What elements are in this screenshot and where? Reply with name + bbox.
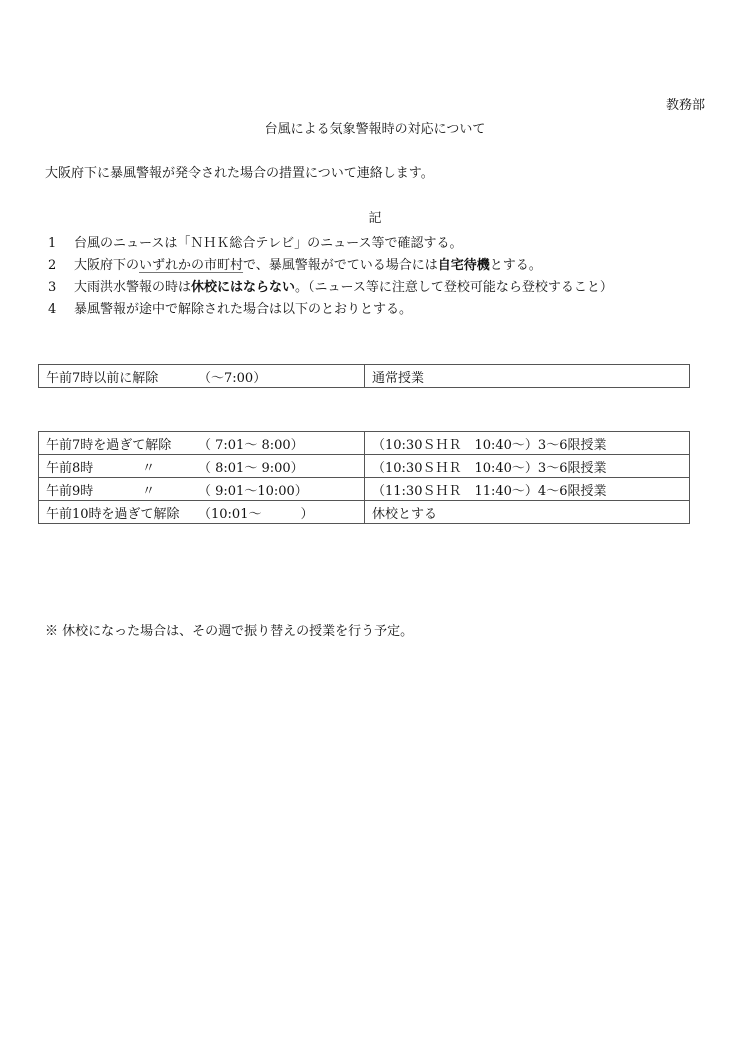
time-range: （ 8:01～ 9:00） <box>198 460 304 476</box>
ki-heading: 記 <box>368 211 382 226</box>
table-cell-action: 休校とする <box>365 501 690 524</box>
table-row <box>39 501 690 524</box>
item-text-mid: で、暴風警報がでている場合には <box>243 258 438 273</box>
list-item-4 <box>48 298 412 317</box>
item-text-pre: 大雨洪水警報の時は <box>74 280 192 295</box>
list-item-1 <box>48 232 462 251</box>
table-cell-condition <box>39 455 365 478</box>
condition-label: 午前9時 <box>46 483 94 499</box>
table-cell-condition <box>39 365 365 388</box>
footnote: ※ 休校になった場合は、その週で振り替えの授業を行う予定。 <box>45 624 414 639</box>
schedule-table-delayed <box>38 431 690 524</box>
document-title: 台風による気象警報時の対応について <box>264 122 486 137</box>
time-range: （ 9:01～10:00） <box>198 483 308 499</box>
time-range: （ 7:01～ 8:00） <box>198 437 304 453</box>
list-item-2 <box>48 254 542 273</box>
item-text-post: 。（ニュース等に注意して登校可能なら登校すること） <box>295 280 613 295</box>
time-range: （～7:00） <box>198 370 267 386</box>
table-cell-action: （11:30ＳＨＲ 11:40～）4～6限授業 <box>365 478 690 501</box>
item-text: 台風のニュースは「ＮＨＫ総合テレビ」のニュース等で確認する。 <box>74 236 463 251</box>
schedule-table-normal <box>38 364 690 388</box>
table-cell-action: （10:30ＳＨＲ 10:40～）3～6限授業 <box>365 455 690 478</box>
department-label: 教務部 <box>665 98 705 113</box>
table-cell-action: （10:30ＳＨＲ 10:40～）3～6限授業 <box>365 432 690 455</box>
table-cell-action: 通常授業 <box>365 365 690 388</box>
condition-label: 午前7時を過ぎて解除 <box>46 437 172 453</box>
item-number: 3 <box>48 280 57 295</box>
item-text-pre: 大阪府下の <box>74 258 140 273</box>
table-row <box>39 478 690 501</box>
ditto-mark: 〃 <box>142 460 156 476</box>
item-text: 暴風警報が途中で解除された場合は以下のとおりとする。 <box>74 302 413 317</box>
item-number: 4 <box>48 302 57 317</box>
item-text-bold: 自宅待機 <box>437 258 490 273</box>
item-text-bold: 休校にはならない <box>191 280 296 295</box>
item-text-underlined: いずれかの市町村 <box>139 258 244 273</box>
item-number: 1 <box>48 236 57 251</box>
ditto-mark: 〃 <box>142 483 156 499</box>
table-row <box>39 432 690 455</box>
condition-label: 午前7時以前に解除 <box>46 370 159 386</box>
item-number: 2 <box>48 258 57 273</box>
intro-text: 大阪府下に暴風警報が発令された場合の措置について連絡します。 <box>45 166 434 181</box>
time-range: （10:01～ ） <box>198 506 314 522</box>
condition-label: 午前8時 <box>46 460 94 476</box>
table-cell-condition <box>39 432 365 455</box>
table-cell-condition <box>39 501 365 524</box>
table-row <box>39 455 690 478</box>
list-item-3 <box>48 276 613 295</box>
item-text-post: とする。 <box>489 258 542 273</box>
condition-label: 午前10時を過ぎて解除 <box>46 506 180 522</box>
table-row <box>39 365 690 388</box>
table-cell-condition <box>39 478 365 501</box>
